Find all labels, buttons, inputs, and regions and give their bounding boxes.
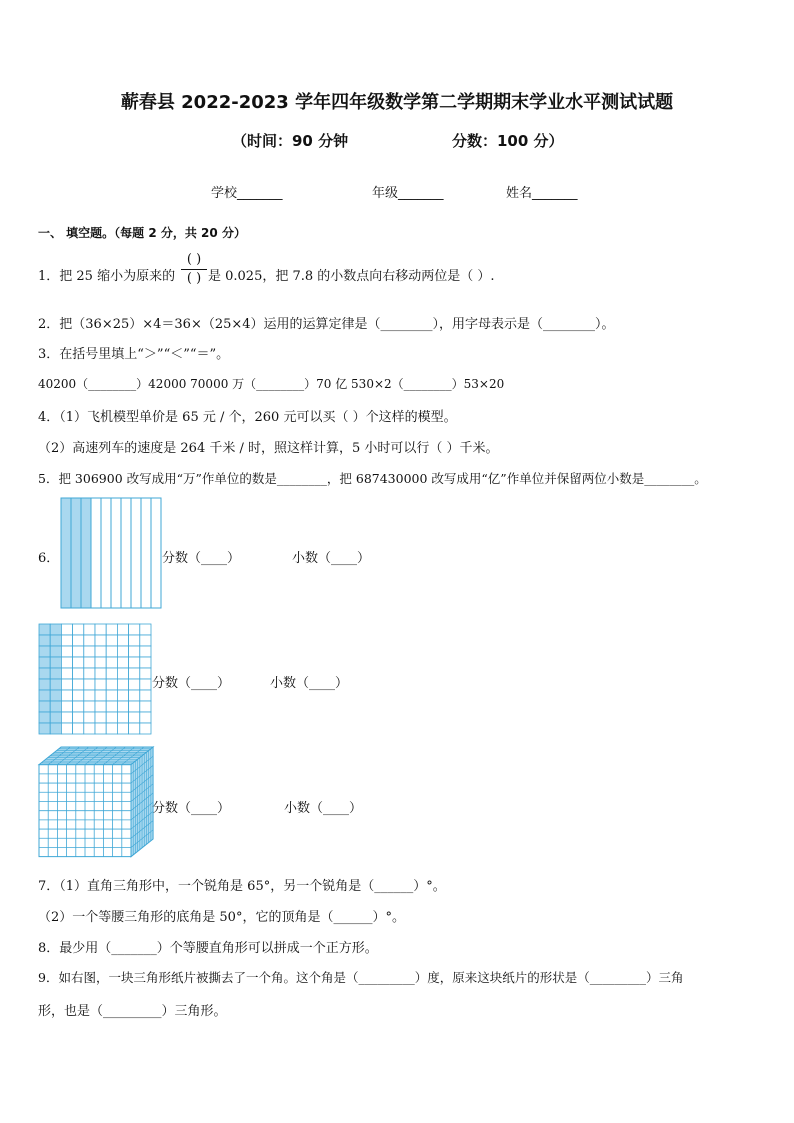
grid-cell: [129, 723, 140, 734]
question-1-end: 是 0.025，把 7.8 的小数点向右移动两位是（ ）.: [208, 269, 495, 284]
strip-cell: [111, 498, 121, 608]
grid-cell: [140, 668, 151, 679]
grid-cell: [61, 723, 72, 734]
grid-cell: [106, 668, 117, 679]
grid-cell: [50, 690, 61, 701]
grid-cell: [95, 646, 106, 657]
hundred-grid-figure: [38, 623, 152, 735]
grid-cell: [39, 679, 50, 690]
grid-cell: [84, 679, 95, 690]
fig-c-fraction: 分数（____）: [152, 801, 231, 816]
grid-cell: [84, 712, 95, 723]
grid-cell: [73, 668, 84, 679]
strip-cell: [61, 498, 71, 608]
grid-cell: [140, 723, 151, 734]
grid-cell: [61, 690, 72, 701]
grid-cell: [84, 646, 95, 657]
grid-cell: [84, 701, 95, 712]
grid-cell: [129, 657, 140, 668]
strip-cell: [141, 498, 151, 608]
question-9-line-1: 9．如右图，一块三角形纸片被撕去了一个角。这个角是（_________）度，原来这块纸片的形状是（_________）三角: [38, 970, 684, 985]
grid-cell: [140, 712, 151, 723]
question-8: 8．最少用（_______）个等腰直角形可以拼成一个正方形。: [38, 941, 378, 956]
question-3: 3．在括号里填上“＞”“＜”“＝”。: [38, 347, 230, 362]
question-6-label: 6．: [38, 551, 60, 566]
grid-cell: [73, 723, 84, 734]
strip-cell: [81, 498, 91, 608]
name-field: 姓名_______: [506, 186, 578, 201]
fraction-numerator: ( ): [186, 252, 202, 267]
grid-cell: [95, 712, 106, 723]
grid-cell: [95, 624, 106, 635]
grid-cell: [39, 712, 50, 723]
strip-cell: [71, 498, 81, 608]
grid-cell: [39, 657, 50, 668]
grid-cell: [73, 690, 84, 701]
exam-score: 分数：100 分）: [452, 132, 564, 150]
grid-cell: [50, 624, 61, 635]
grid-cell: [39, 690, 50, 701]
grid-cell: [140, 701, 151, 712]
grid-cell: [50, 646, 61, 657]
thousand-cube-figure: [38, 746, 152, 860]
question-1-start: 1．把 25 缩小为原来的: [38, 269, 176, 284]
grid-cell: [84, 723, 95, 734]
grid-cell: [39, 668, 50, 679]
grid-cell: [117, 701, 128, 712]
grid-cell: [140, 690, 151, 701]
grid-cell: [50, 668, 61, 679]
grid-cell: [61, 635, 72, 646]
grid-cell: [50, 657, 61, 668]
question-1-fraction: [181, 252, 207, 287]
fraction-bar: [181, 269, 207, 270]
grid-cell: [117, 624, 128, 635]
grid-cell: [106, 690, 117, 701]
fig-c-decimal: 小数（____）: [284, 801, 363, 816]
grid-cell: [73, 712, 84, 723]
grid-cell: [129, 679, 140, 690]
grid-cell: [50, 723, 61, 734]
grid-cell: [117, 690, 128, 701]
grid-cell: [117, 635, 128, 646]
grid-cell: [129, 690, 140, 701]
grid-cell: [106, 723, 117, 734]
grid-cell: [61, 668, 72, 679]
grid-cell: [73, 679, 84, 690]
grid-cell: [73, 657, 84, 668]
grid-cell: [73, 624, 84, 635]
grid-cell: [129, 668, 140, 679]
question-3-comparisons: 40200（________）42000 70000 万（________）70 亿 530×2（________）53×20: [38, 377, 505, 391]
grid-cell: [106, 701, 117, 712]
grid-cell: [129, 712, 140, 723]
strip-cell: [91, 498, 101, 608]
grid-cell: [117, 723, 128, 734]
grid-cell: [61, 646, 72, 657]
question-7-part-2: （2）一个等腰三角形的底角是 50°，它的顶角是（______）°。: [38, 910, 405, 925]
grid-cell: [106, 646, 117, 657]
grid-cell: [106, 657, 117, 668]
grid-cell: [73, 646, 84, 657]
school-field: 学校_______: [211, 186, 283, 201]
grid-cell: [95, 668, 106, 679]
grid-cell: [140, 635, 151, 646]
grid-cell: [129, 635, 140, 646]
grid-cell: [84, 657, 95, 668]
grid-cell: [95, 701, 106, 712]
grid-cell: [73, 701, 84, 712]
strip-cell: [151, 498, 161, 608]
exam-time: （时间：90 分钟: [232, 132, 349, 150]
section-heading: 一、 填空题。（每题 2 分，共 20 分）: [38, 226, 246, 240]
strip-cell: [131, 498, 141, 608]
grid-cell: [50, 679, 61, 690]
question-9-line-2: 形，也是（_________）三角形。: [38, 1004, 227, 1019]
grade-field: 年级_______: [372, 186, 444, 201]
grid-cell: [39, 701, 50, 712]
grid-cell: [61, 701, 72, 712]
grid-cell: [50, 712, 61, 723]
question-4-part-1: 4．（1）飞机模型单价是 65 元 / 个，260 元可以买（ ）个这样的模型。: [38, 410, 457, 425]
grid-cell: [129, 646, 140, 657]
grid-cell: [106, 679, 117, 690]
grid-cell: [129, 701, 140, 712]
grid-cell: [117, 646, 128, 657]
fig-b-fraction: 分数（____）: [152, 676, 231, 691]
grid-cell: [140, 679, 151, 690]
grid-cell: [106, 635, 117, 646]
tenths-strip-figure: [60, 497, 162, 609]
grid-cell: [95, 657, 106, 668]
grid-cell: [95, 635, 106, 646]
question-5: 5．把 306900 改写成用“万”作单位的数是________，把 687430000 改写成用“亿”作单位并保留两位小数是________。: [38, 471, 707, 486]
page-title: 蕲春县 2022-2023 学年四年级数学第二学期期末学业水平测试试题: [120, 92, 674, 113]
grid-cell: [106, 624, 117, 635]
grid-cell: [140, 646, 151, 657]
grid-cell: [140, 657, 151, 668]
grid-cell: [73, 635, 84, 646]
grid-cell: [140, 624, 151, 635]
grid-cell: [117, 712, 128, 723]
grid-cell: [95, 690, 106, 701]
fig-a-fraction: 分数（____）: [162, 551, 241, 566]
grid-cell: [50, 701, 61, 712]
grid-cell: [61, 624, 72, 635]
fig-b-decimal: 小数（____）: [270, 676, 349, 691]
grid-cell: [129, 624, 140, 635]
grid-cell: [117, 657, 128, 668]
question-7-part-1: 7．（1）直角三角形中，一个锐角是 65°，另一个锐角是（______）°。: [38, 879, 446, 894]
grid-cell: [61, 712, 72, 723]
grid-cell: [117, 679, 128, 690]
strip-cell: [121, 498, 131, 608]
fig-a-decimal: 小数（____）: [292, 551, 371, 566]
grid-cell: [84, 624, 95, 635]
grid-cell: [39, 723, 50, 734]
grid-cell: [84, 635, 95, 646]
question-4-part-2: （2）高速列车的速度是 264 千米 / 时，照这样计算，5 小时可以行（ ）千米。: [38, 441, 499, 456]
grid-cell: [61, 679, 72, 690]
grid-cell: [39, 635, 50, 646]
grid-cell: [50, 635, 61, 646]
grid-cell: [39, 624, 50, 635]
grid-cell: [117, 668, 128, 679]
grid-cell: [84, 668, 95, 679]
fraction-denominator: ( ): [186, 271, 202, 286]
grid-cell: [95, 679, 106, 690]
grid-cell: [95, 723, 106, 734]
question-2: 2．把（36×25）×4＝36×（25×4）运用的运算定律是（________），用字母表示是（________）。: [38, 317, 615, 332]
grid-cell: [39, 646, 50, 657]
strip-cell: [101, 498, 111, 608]
grid-cell: [61, 657, 72, 668]
grid-cell: [106, 712, 117, 723]
grid-cell: [84, 690, 95, 701]
